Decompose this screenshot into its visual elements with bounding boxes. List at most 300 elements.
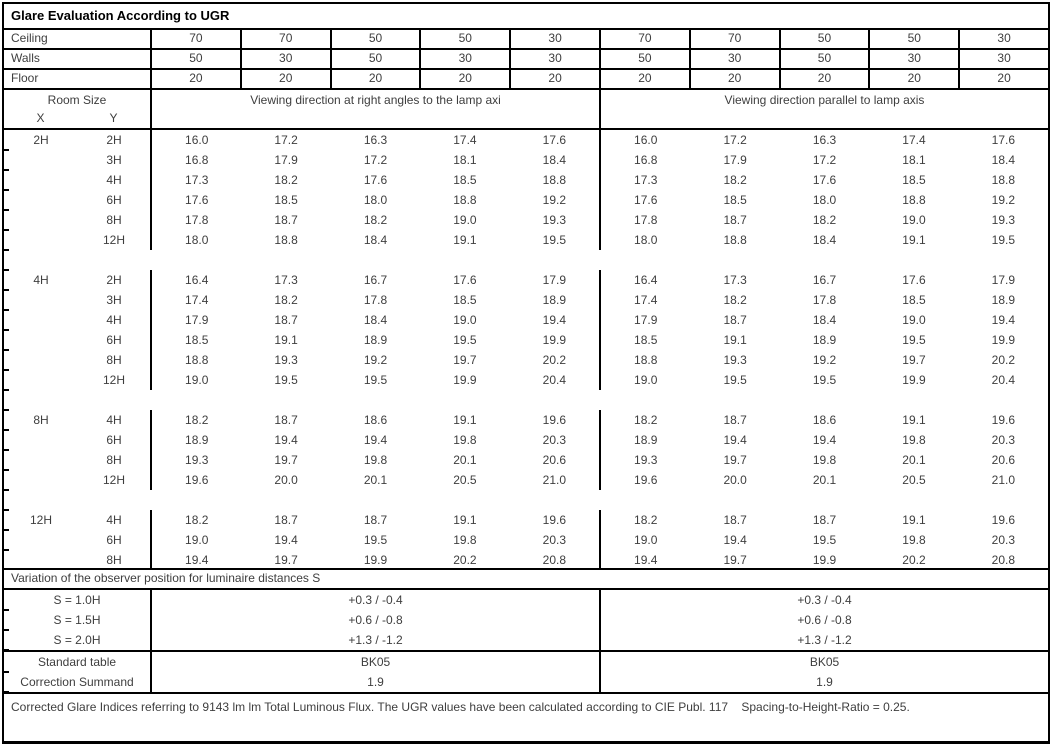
ugr-value: 20.5 [902, 473, 926, 487]
ugr-table [2, 2, 1050, 744]
room-y-value: 8H [78, 450, 152, 470]
ugr-value: 18.5 [599, 330, 690, 350]
spacer-row [4, 250, 1048, 270]
variation-row [4, 630, 1048, 650]
room-x-value [4, 230, 78, 250]
ugr-value: 20.3 [542, 533, 566, 547]
summary-right-value: BK05 [809, 655, 840, 669]
ugr-value: 19.1 [453, 233, 477, 247]
ugr-value: 18.2 [812, 213, 837, 227]
right-viewing-direction-heading: Viewing direction parallel to lamp axis [724, 93, 925, 107]
ugr-value: 19.3 [991, 213, 1016, 227]
ugr-value: 17.6 [185, 193, 209, 207]
ugr-value: 19.9 [453, 373, 477, 387]
variation-right-value: +1.3 / -1.2 [797, 633, 852, 647]
ugr-value: 20.2 [453, 553, 477, 567]
room-x-value [4, 430, 78, 450]
ugr-value: 17.2 [274, 133, 298, 147]
ugr-value: 19.4 [274, 533, 298, 547]
ugr-value: 17.8 [812, 293, 837, 307]
ugr-value: 17.9 [542, 273, 566, 287]
y-column-label: Y [109, 111, 118, 125]
surface-value: 50 [599, 50, 689, 68]
surface-label: Ceiling [4, 30, 152, 48]
ugr-value: 18.9 [542, 293, 566, 307]
column-header-band [4, 90, 1048, 130]
ugr-value: 18.0 [599, 230, 690, 250]
ugr-row [4, 470, 1048, 490]
surface-value: 50 [779, 30, 869, 48]
footer-note: Corrected Glare Indices referring to 9143 lm lm Total Luminous Flux. The UGR values have been calculated according to CIE Publ. 117 Spacing-to-Height-Ratio = 0.25. [11, 700, 910, 714]
ugr-value: 18.4 [812, 313, 837, 327]
room-y-value: 4H [78, 310, 152, 330]
ugr-value: 18.2 [185, 413, 209, 427]
ugr-value: 17.3 [185, 173, 209, 187]
ugr-value: 19.3 [185, 453, 209, 467]
ugr-value: 17.8 [599, 210, 690, 230]
ugr-value: 18.6 [363, 413, 388, 427]
ugr-value: 19.4 [542, 313, 566, 327]
ugr-value: 17.9 [991, 273, 1016, 287]
surface-row [4, 30, 1048, 50]
surface-value: 20 [779, 70, 869, 88]
ugr-value: 19.5 [363, 373, 388, 387]
surface-value: 50 [779, 50, 869, 68]
room-x-value [4, 450, 78, 470]
variation-row [4, 610, 1048, 630]
room-y-value: 3H [78, 150, 152, 170]
ugr-value: 16.7 [812, 273, 837, 287]
ugr-value: 18.0 [185, 233, 209, 247]
ugr-value: 19.4 [274, 433, 298, 447]
ugr-value: 16.7 [363, 273, 388, 287]
room-x-value [4, 530, 78, 550]
surface-value: 30 [509, 50, 599, 68]
room-y-value: 4H [78, 510, 152, 530]
ugr-value: 19.5 [542, 233, 566, 247]
summary-row [4, 652, 1048, 672]
ugr-row [4, 350, 1048, 370]
ugr-value: 16.0 [599, 130, 690, 150]
ugr-value: 20.0 [723, 473, 747, 487]
ugr-row [4, 510, 1048, 530]
surface-value: 50 [189, 51, 203, 65]
surface-value: 50 [330, 50, 420, 68]
ugr-value: 18.0 [812, 193, 837, 207]
variation-left-value: +0.3 / -0.4 [152, 590, 601, 610]
ugr-value: 17.6 [453, 273, 477, 287]
surface-value: 30 [419, 50, 509, 68]
ugr-value: 18.4 [812, 233, 837, 247]
room-y-value: 2H [78, 130, 152, 150]
ugr-value: 19.8 [812, 453, 837, 467]
surface-value: 30 [958, 30, 1048, 48]
ugr-value: 18.2 [723, 293, 747, 307]
ugr-value: 16.8 [599, 150, 690, 170]
ugr-value: 19.6 [542, 513, 566, 527]
room-x-value [4, 550, 78, 570]
ugr-value: 19.8 [902, 533, 926, 547]
ugr-value: 17.4 [185, 293, 209, 307]
ugr-value: 19.5 [723, 373, 747, 387]
ugr-value: 18.7 [723, 213, 747, 227]
ugr-value: 18.5 [274, 193, 298, 207]
ugr-value: 18.2 [363, 213, 388, 227]
ugr-value: 16.0 [185, 133, 209, 147]
ugr-value: 17.6 [363, 173, 388, 187]
ugr-value: 19.3 [274, 353, 298, 367]
room-y-value: 6H [78, 330, 152, 350]
surface-value: 70 [689, 30, 779, 48]
ugr-value: 19.0 [599, 370, 690, 390]
surface-row [4, 70, 1048, 90]
ugr-value: 19.4 [991, 313, 1016, 327]
ugr-value: 18.4 [363, 233, 388, 247]
ugr-value: 19.8 [453, 433, 477, 447]
ugr-value: 20.2 [542, 353, 566, 367]
ugr-value: 17.3 [274, 273, 298, 287]
ugr-value: 18.4 [542, 153, 566, 167]
ugr-value: 18.5 [185, 333, 209, 347]
ugr-value: 19.9 [542, 333, 566, 347]
room-y-value: 6H [78, 430, 152, 450]
surface-value: 30 [240, 50, 330, 68]
ugr-row [4, 310, 1048, 330]
surface-value: 20 [958, 70, 1048, 88]
ugr-value: 19.5 [991, 233, 1016, 247]
ugr-value: 18.7 [812, 513, 837, 527]
ugr-value: 19.8 [363, 453, 388, 467]
ugr-value: 19.7 [723, 453, 747, 467]
ugr-value: 17.9 [723, 153, 747, 167]
variation-row [4, 590, 1048, 610]
ugr-row [4, 190, 1048, 210]
ugr-value: 17.9 [599, 310, 690, 330]
ugr-row [4, 530, 1048, 550]
ugr-value: 17.2 [723, 133, 747, 147]
ugr-row [4, 410, 1048, 430]
ugr-row [4, 430, 1048, 450]
ugr-value: 18.7 [363, 513, 388, 527]
ugr-row [4, 170, 1048, 190]
ugr-value: 18.0 [363, 193, 388, 207]
ugr-row [4, 550, 1048, 570]
surface-row [4, 50, 1048, 70]
ugr-value: 17.3 [723, 273, 747, 287]
ugr-value: 19.4 [363, 433, 388, 447]
x-column-label: X [36, 111, 45, 125]
room-x-value [4, 470, 78, 490]
room-size-header [4, 90, 152, 128]
summary-left-value: BK05 [152, 652, 601, 672]
ugr-value: 18.5 [723, 193, 747, 207]
ugr-value: 19.2 [812, 353, 837, 367]
ugr-value: 18.5 [453, 173, 477, 187]
ugr-value: 19.6 [185, 473, 209, 487]
ugr-value: 20.0 [274, 473, 298, 487]
ugr-value: 19.9 [812, 553, 837, 567]
summary-label: Standard table [4, 652, 152, 672]
room-x-value: 8H [33, 413, 49, 427]
surface-value: 20 [868, 70, 958, 88]
ugr-value: 18.7 [274, 213, 298, 227]
variation-left-value: +1.3 / -1.2 [152, 630, 601, 650]
surface-value: 30 [689, 50, 779, 68]
ugr-value: 18.9 [363, 333, 388, 347]
surface-value: 50 [868, 30, 958, 48]
ugr-value: 19.3 [723, 353, 747, 367]
ugr-value: 19.4 [723, 533, 747, 547]
surface-value: 30 [509, 30, 599, 48]
ugr-value: 19.6 [599, 470, 690, 490]
room-x-value: 4H [33, 273, 49, 287]
ugr-value: 18.7 [274, 313, 298, 327]
ugr-value: 16.3 [363, 133, 388, 147]
ugr-value: 18.9 [991, 293, 1016, 307]
ugr-value: 18.8 [599, 350, 690, 370]
ugr-value: 19.0 [453, 313, 477, 327]
ugr-value: 19.4 [812, 433, 837, 447]
ugr-value: 18.7 [274, 513, 298, 527]
ugr-value: 19.8 [453, 533, 477, 547]
surface-value: 70 [599, 30, 689, 48]
ugr-value: 18.9 [185, 433, 209, 447]
ugr-row [4, 210, 1048, 230]
ugr-value: 18.4 [991, 153, 1016, 167]
surface-value: 20 [599, 70, 689, 88]
ugr-value: 19.1 [902, 233, 926, 247]
ugr-row [4, 450, 1048, 470]
ugr-value: 19.6 [991, 513, 1016, 527]
ugr-value: 19.7 [902, 353, 926, 367]
ugr-value: 16.4 [599, 270, 690, 290]
ugr-value: 17.9 [185, 313, 209, 327]
variation-table [4, 590, 1048, 652]
ugr-value: 19.8 [902, 433, 926, 447]
room-y-value: 12H [78, 470, 152, 490]
surface-value: 20 [240, 70, 330, 88]
ugr-value: 19.7 [274, 553, 298, 567]
ugr-value: 20.2 [991, 353, 1016, 367]
ugr-value: 18.1 [453, 153, 477, 167]
ugr-value: 19.2 [363, 353, 388, 367]
ugr-value: 16.4 [185, 273, 209, 287]
ugr-value: 19.7 [723, 553, 747, 567]
ugr-value: 18.2 [185, 513, 209, 527]
room-x-value [4, 190, 78, 210]
xy-header [4, 110, 150, 128]
room-size-label: Room Size [47, 93, 107, 107]
ugr-value: 19.0 [453, 213, 477, 227]
room-y-value: 8H [78, 210, 152, 230]
surface-value: 20 [330, 70, 420, 88]
ugr-value: 18.5 [902, 293, 926, 307]
ugr-value: 18.5 [453, 293, 477, 307]
ugr-value: 16.8 [185, 153, 209, 167]
ugr-value: 17.6 [812, 173, 837, 187]
ugr-value: 19.7 [453, 353, 477, 367]
room-x-value [4, 170, 78, 190]
ugr-value: 17.6 [902, 273, 926, 287]
ugr-value: 19.0 [599, 530, 690, 550]
ugr-value: 18.7 [723, 413, 747, 427]
ugr-value: 18.8 [274, 233, 298, 247]
ugr-value: 18.7 [274, 413, 298, 427]
ugr-value: 17.3 [599, 170, 690, 190]
surface-value: 50 [419, 30, 509, 48]
ugr-value: 18.2 [274, 173, 298, 187]
ugr-value: 19.1 [723, 333, 747, 347]
ugr-value: 19.9 [902, 373, 926, 387]
room-x-value [4, 150, 78, 170]
ugr-value: 20.1 [453, 453, 477, 467]
room-x-value [4, 370, 78, 390]
room-x-value: 12H [29, 513, 52, 527]
ugr-value: 21.0 [991, 473, 1016, 487]
ugr-value: 20.3 [542, 433, 566, 447]
surface-label: Floor [4, 70, 152, 88]
ugr-value: 18.8 [542, 173, 566, 187]
surface-value: 50 [330, 30, 420, 48]
ugr-row [4, 370, 1048, 390]
page-title: Glare Evaluation According to UGR [4, 4, 1048, 30]
room-x-value [4, 310, 78, 330]
ugr-value: 19.4 [723, 433, 747, 447]
ugr-value: 20.6 [991, 453, 1016, 467]
ugr-row [4, 330, 1048, 350]
ugr-value: 20.3 [991, 433, 1016, 447]
ugr-value: 19.1 [453, 513, 477, 527]
ugr-value: 18.9 [812, 333, 837, 347]
ugr-value: 19.1 [902, 513, 926, 527]
ugr-value: 18.4 [363, 313, 388, 327]
ugr-value: 19.3 [599, 450, 690, 470]
ugr-value: 19.1 [453, 413, 477, 427]
room-y-value: 12H [78, 230, 152, 250]
ugr-value: 19.6 [542, 413, 566, 427]
variation-right-value: +0.3 / -0.4 [797, 593, 852, 607]
ugr-value: 19.3 [542, 213, 566, 227]
ugr-value: 19.5 [812, 373, 837, 387]
variation-left-value: +0.6 / -0.8 [152, 610, 601, 630]
ugr-value: 18.2 [723, 173, 747, 187]
ugr-value: 18.2 [599, 410, 690, 430]
variation-label: S = 1.0H [4, 590, 152, 610]
ugr-value: 19.5 [363, 533, 388, 547]
ugr-value: 18.7 [723, 313, 747, 327]
ugr-value: 17.6 [991, 133, 1016, 147]
room-y-value: 8H [78, 350, 152, 370]
variation-label: S = 2.0H [4, 630, 152, 650]
ugr-value: 18.8 [723, 233, 747, 247]
room-y-value: 8H [78, 550, 152, 570]
ugr-value: 18.8 [185, 353, 209, 367]
variation-label: S = 1.5H [4, 610, 152, 630]
surface-reflectance-table [4, 30, 1048, 90]
ugr-row [4, 230, 1048, 250]
ugr-value: 20.4 [991, 373, 1016, 387]
ugr-value: 20.5 [453, 473, 477, 487]
room-x-value [4, 210, 78, 230]
ugr-value: 17.2 [812, 153, 837, 167]
ugr-value: 20.1 [902, 453, 926, 467]
summary-row [4, 672, 1048, 692]
ugr-value: 19.1 [274, 333, 298, 347]
surface-value: 30 [868, 50, 958, 68]
ugr-value: 17.2 [363, 153, 388, 167]
ugr-value: 17.9 [274, 153, 298, 167]
ugr-row [4, 270, 1048, 290]
ugr-value: 17.4 [599, 290, 690, 310]
surface-value: 20 [189, 71, 203, 85]
ugr-value: 20.1 [812, 473, 837, 487]
ugr-value: 19.9 [991, 333, 1016, 347]
ugr-value: 19.2 [542, 193, 566, 207]
room-x-value [4, 350, 78, 370]
ugr-value: 18.8 [453, 193, 477, 207]
ugr-value: 20.8 [991, 553, 1016, 567]
ugr-value: 19.4 [185, 553, 209, 567]
ugr-value: 19.4 [599, 550, 690, 570]
ugr-value: 19.6 [991, 413, 1016, 427]
ugr-value: 18.6 [812, 413, 837, 427]
ugr-value: 18.7 [723, 513, 747, 527]
surface-value: 30 [958, 50, 1048, 68]
ugr-value: 17.6 [599, 190, 690, 210]
ugr-value: 18.9 [599, 430, 690, 450]
surface-value: 70 [240, 30, 330, 48]
ugr-value: 18.5 [902, 173, 926, 187]
ugr-value: 17.4 [902, 133, 926, 147]
spacer-row [4, 390, 1048, 410]
ugr-value: 20.2 [902, 553, 926, 567]
surface-value: 20 [509, 70, 599, 88]
ugr-value: 17.6 [542, 133, 566, 147]
ugr-value: 19.5 [902, 333, 926, 347]
summary-table [4, 652, 1048, 694]
room-y-value: 3H [78, 290, 152, 310]
room-y-value: 2H [78, 270, 152, 290]
ugr-value: 19.5 [274, 373, 298, 387]
ugr-row [4, 130, 1048, 150]
ugr-value: 19.2 [991, 193, 1016, 207]
surface-value: 20 [419, 70, 509, 88]
ugr-value: 18.2 [599, 510, 690, 530]
ugr-value: 19.0 [902, 313, 926, 327]
ugr-value: 19.1 [902, 413, 926, 427]
room-y-value: 4H [78, 170, 152, 190]
ugr-value: 19.9 [363, 553, 388, 567]
surface-value: 20 [689, 70, 779, 88]
ugr-row [4, 150, 1048, 170]
ugr-value: 20.8 [542, 553, 566, 567]
ugr-value: 19.5 [812, 533, 837, 547]
variation-heading: Variation of the observer position for luminaire distances S [4, 570, 1048, 590]
ugr-value: 18.2 [274, 293, 298, 307]
ugr-row [4, 290, 1048, 310]
room-y-value: 4H [78, 410, 152, 430]
left-viewing-direction-heading: Viewing direction at right angles to the lamp axi [152, 90, 601, 128]
ugr-value: 20.4 [542, 373, 566, 387]
ugr-value: 19.7 [274, 453, 298, 467]
surface-label: Walls [4, 50, 152, 68]
summary-left-value: 1.9 [152, 672, 601, 692]
ugr-value: 19.0 [185, 373, 209, 387]
ugr-value: 17.4 [453, 133, 477, 147]
ugr-value: 20.6 [542, 453, 566, 467]
room-x-value [4, 290, 78, 310]
ugr-value: 20.1 [363, 473, 388, 487]
